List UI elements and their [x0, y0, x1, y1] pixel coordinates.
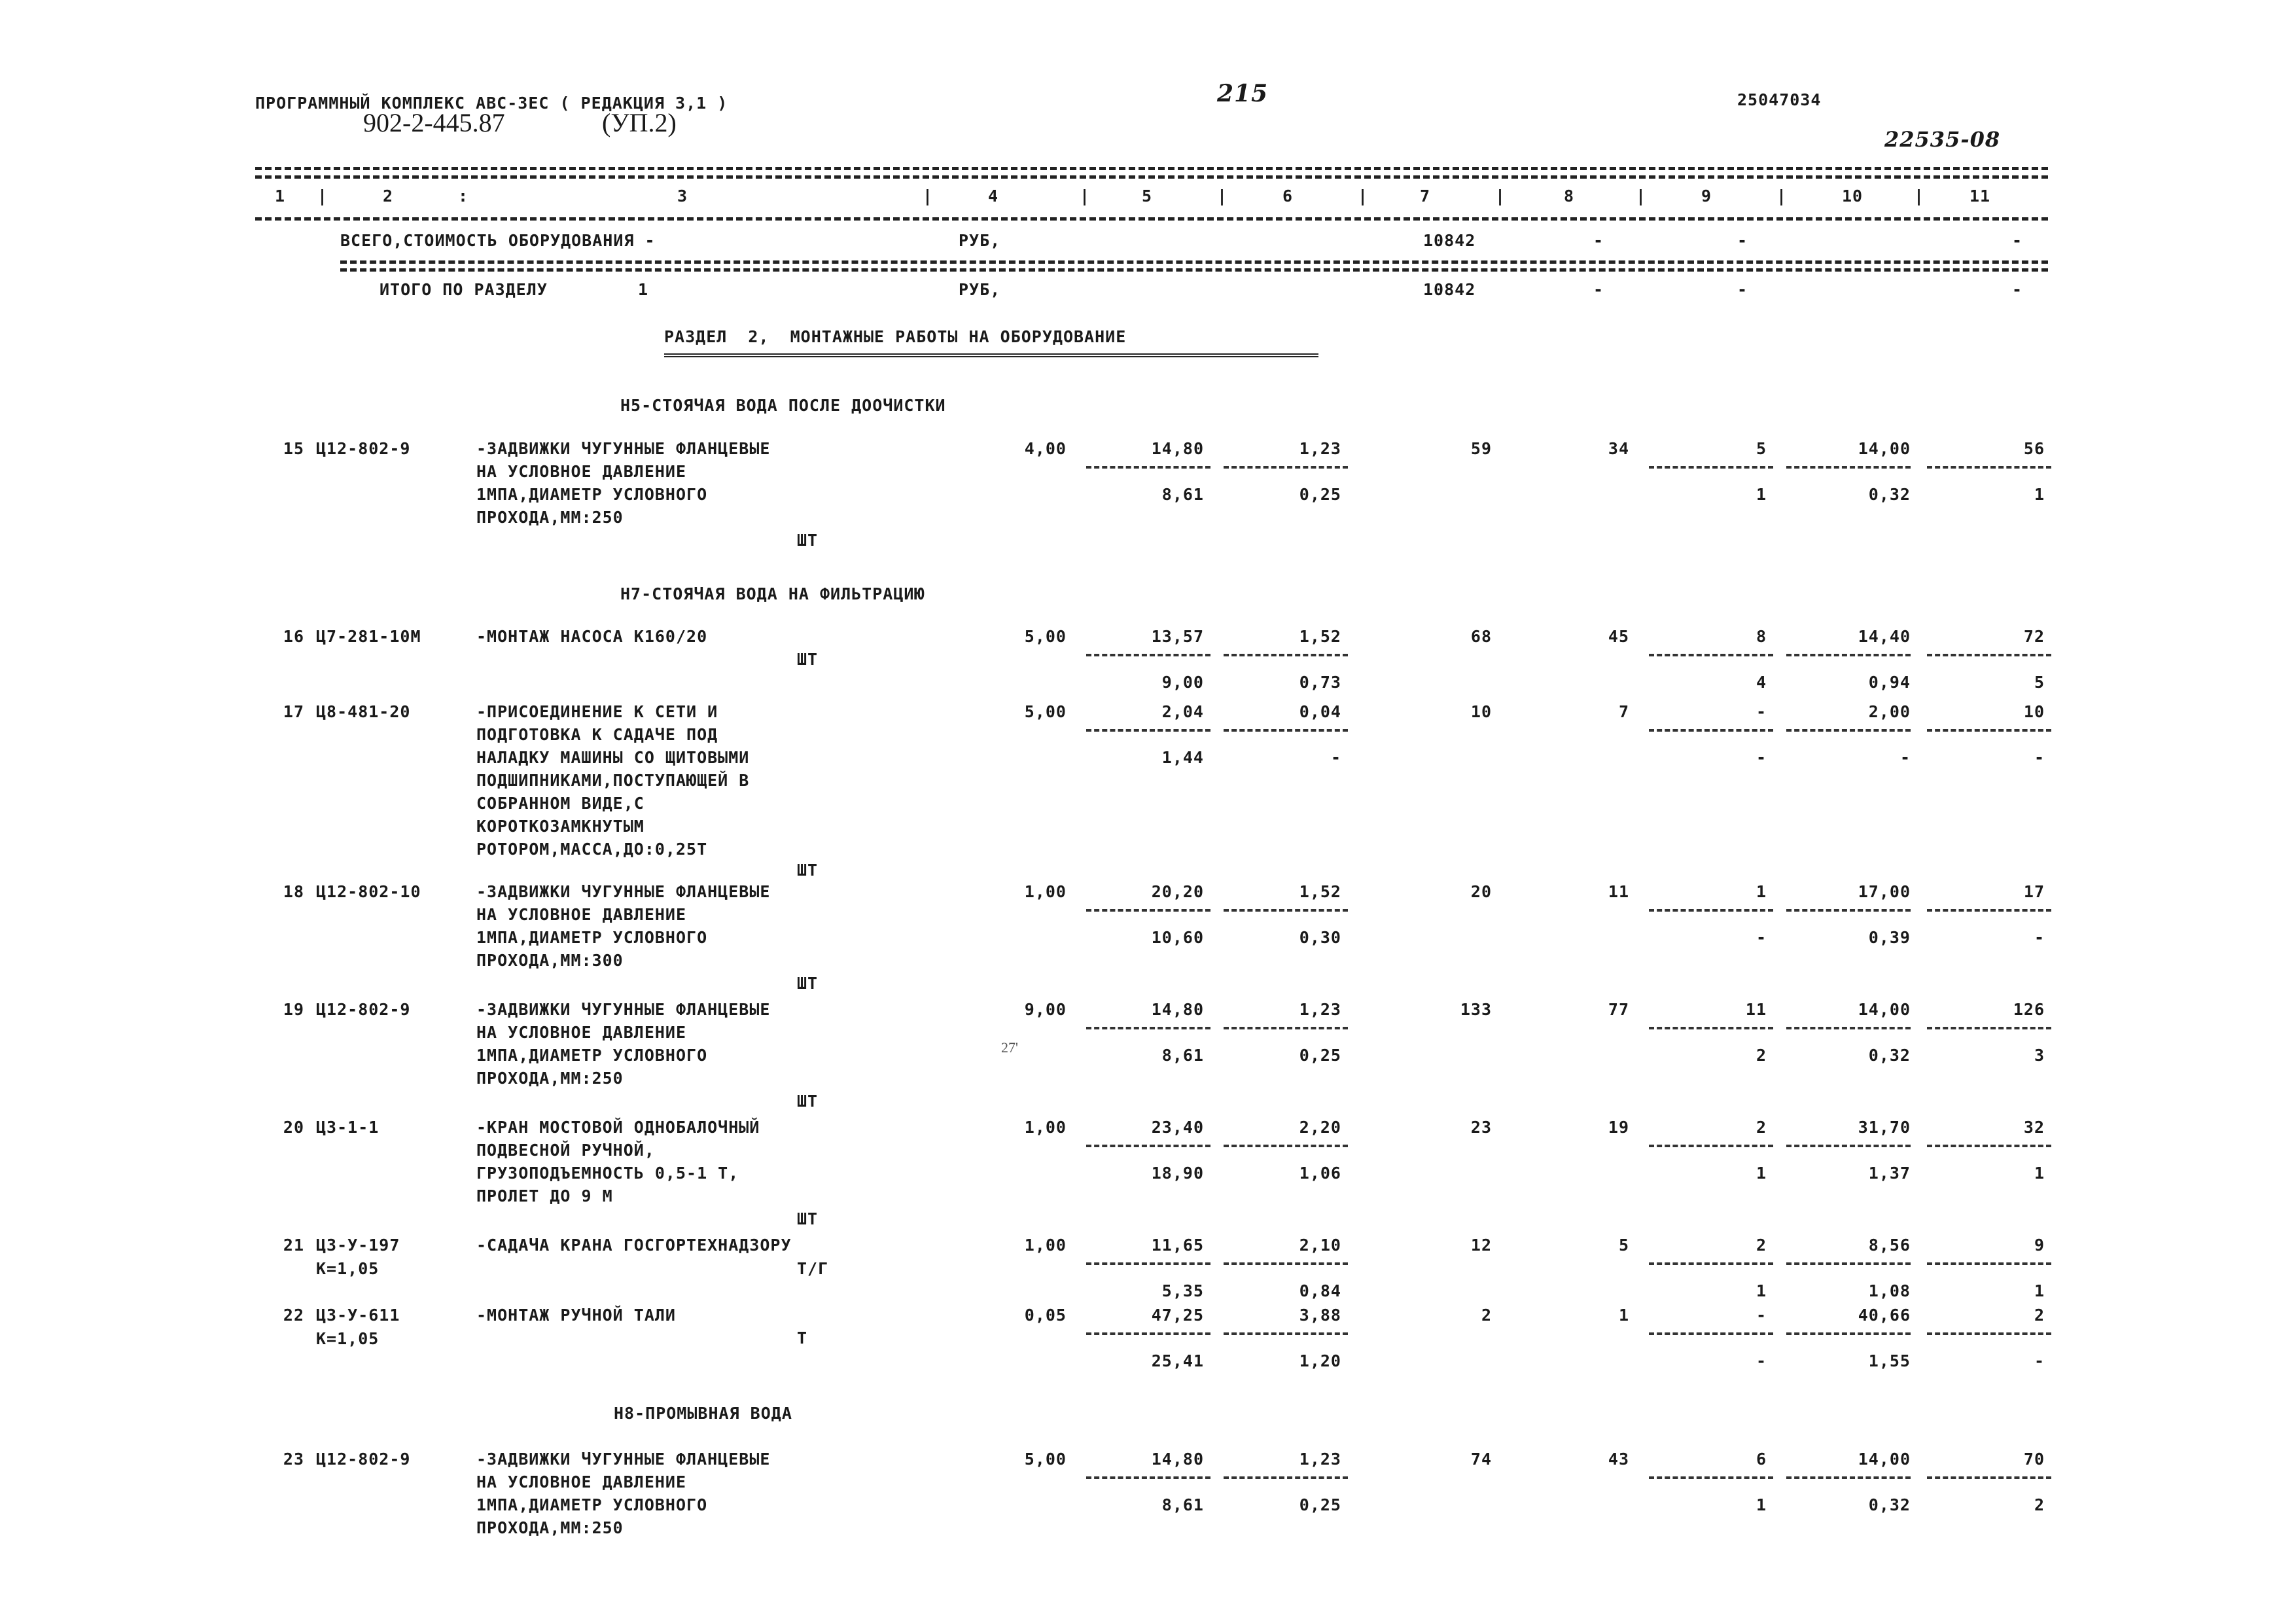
machine-wage: 1,06	[1299, 1164, 1341, 1183]
labor-per-unit: 14,00	[1858, 1000, 1911, 1019]
machinist-labor-total: 5	[2034, 673, 2045, 692]
labor-total: 126	[2013, 1000, 2045, 1019]
total-wage: 11	[1608, 882, 1629, 901]
total-cost: 74	[1470, 1450, 1492, 1469]
col-num: 4	[988, 187, 999, 205]
description-line: -МОНТАЖ РУЧНОЙ ТАЛИ	[476, 1306, 676, 1325]
machine-total: 6	[1756, 1450, 1767, 1469]
row-number: 15	[283, 439, 304, 458]
total-c9: -	[1737, 231, 1748, 250]
total-cost: 2	[1481, 1306, 1492, 1325]
total-cost: 133	[1460, 1000, 1492, 1019]
machine-wage: 0,73	[1299, 673, 1341, 692]
machinist-labor-per-unit: 1,37	[1868, 1164, 1911, 1183]
unit-cost: 14,80	[1151, 1000, 1204, 1019]
total-wage: 19	[1608, 1118, 1629, 1137]
value-divider	[1786, 729, 1911, 732]
machine-total: 1	[1756, 882, 1767, 901]
machinist-labor-total: -	[2034, 928, 2045, 947]
col-num: 3	[677, 187, 688, 205]
machine-total-wage: 1	[1756, 1281, 1767, 1300]
labor-total: 10	[2023, 702, 2045, 721]
quantity: 5,00	[1024, 1450, 1067, 1469]
work-description	[476, 880, 770, 972]
description-line: ПОДГОТОВКА К САДАЧЕ ПОД	[476, 725, 718, 744]
total-c8: -	[1593, 231, 1604, 250]
unit-cost: 47,25	[1151, 1306, 1204, 1325]
unit-cost: 14,80	[1151, 439, 1204, 458]
rate-code: Ц12-802-9	[316, 1000, 411, 1019]
table-top-rule-2	[255, 175, 2048, 179]
value-divider	[1649, 729, 1773, 732]
totals-rule-2	[340, 268, 2048, 272]
value-divider	[1649, 1262, 1773, 1265]
value-divider	[1786, 1262, 1911, 1265]
value-divider	[1086, 654, 1210, 656]
description-line: -САДАЧА КРАНА ГОСГОРТЕХНАДЗОРУ	[476, 1236, 792, 1255]
value-divider	[1086, 466, 1210, 469]
rate-code: Ц8-481-20	[316, 702, 411, 721]
quantity: 1,00	[1024, 1236, 1067, 1255]
measure-unit: ШТ	[797, 1209, 819, 1228]
total-cost: 12	[1470, 1236, 1492, 1255]
unit-wage: 9,00	[1161, 673, 1204, 692]
col-sep: |	[1217, 187, 1228, 205]
labor-total: 9	[2034, 1236, 2045, 1255]
description-line: -ПРИСОЕДИНЕНИЕ К СЕТИ И	[476, 702, 718, 721]
value-divider	[1786, 1145, 1911, 1147]
machine-total: 2	[1756, 1236, 1767, 1255]
rate-coefficient: К=1,05	[316, 1329, 380, 1348]
value-divider	[1649, 1027, 1773, 1029]
value-divider	[1786, 654, 1911, 656]
quantity: 1,00	[1024, 882, 1067, 901]
value-divider	[1927, 1027, 2051, 1029]
description-line: -ЗАДВИЖКИ ЧУГУННЫЕ ФЛАНЦЕВЫЕ	[476, 1000, 771, 1019]
total-wage: 34	[1608, 439, 1629, 458]
machine-wage: -	[1330, 748, 1341, 767]
col-num: 2	[383, 187, 394, 205]
value-divider	[1927, 654, 2051, 656]
col-sep: :	[458, 187, 469, 205]
machinist-labor-total: 2	[2034, 1495, 2045, 1514]
labor-total: 56	[2023, 439, 2045, 458]
margin-note: 27'	[1001, 1039, 1018, 1056]
total-cost: 20	[1470, 882, 1492, 901]
total-c11: -	[2012, 231, 2023, 250]
col-num: 1	[275, 187, 286, 205]
work-description	[476, 700, 749, 861]
total-wage: 1	[1618, 1306, 1629, 1325]
machine-total-wage: -	[1756, 748, 1767, 767]
description-line: ГРУЗОПОДЪЕМНОСТЬ 0,5-1 Т,	[476, 1164, 739, 1183]
total-cost: 68	[1470, 627, 1492, 646]
machine-wage: 1,20	[1299, 1351, 1341, 1370]
value-divider	[1786, 909, 1911, 912]
machinist-labor-total: 3	[2034, 1046, 2045, 1065]
machine-total: -	[1756, 1306, 1767, 1325]
row-number: 20	[283, 1118, 304, 1137]
value-divider	[1649, 466, 1773, 469]
labor-total: 32	[2023, 1118, 2045, 1137]
total-wage: 43	[1608, 1450, 1629, 1469]
machinist-labor-total: -	[2034, 748, 2045, 767]
value-divider	[1086, 1145, 1210, 1147]
machine-cost: 1,23	[1299, 1450, 1341, 1469]
machinist-labor-per-unit: 0,32	[1868, 485, 1911, 504]
unit-cost: 2,04	[1161, 702, 1204, 721]
measure-unit: ШТ	[797, 1092, 819, 1111]
section-total-c8: -	[1593, 280, 1604, 299]
description-line: ПРОХОДА,ММ:250	[476, 1069, 624, 1088]
measure-unit: ШТ	[797, 974, 819, 993]
value-divider	[1927, 1145, 2051, 1147]
work-description	[476, 625, 707, 648]
unit-wage: 8,61	[1161, 1046, 1204, 1065]
machine-total-wage: 1	[1756, 1495, 1767, 1514]
measure-unit: Т	[797, 1329, 808, 1347]
value-divider	[1086, 729, 1210, 732]
description-line: -МОНТАЖ НАСОСА К160/20	[476, 627, 708, 646]
row-number: 19	[283, 1000, 304, 1019]
col-sep: |	[923, 187, 934, 205]
machine-total-wage: 2	[1756, 1046, 1767, 1065]
rate-code: Ц12-802-10	[316, 882, 421, 901]
col-sep: |	[1914, 187, 1925, 205]
total-wage: 7	[1618, 702, 1629, 721]
description-line: НА УСЛОВНОЕ ДАВЛЕНИЕ	[476, 1023, 687, 1042]
machine-wage: 0,84	[1299, 1281, 1341, 1300]
value-divider	[1786, 1476, 1911, 1479]
col-num: 5	[1142, 187, 1153, 205]
description-line: ПРОХОДА,ММ:300	[476, 951, 624, 970]
rate-coefficient: К=1,05	[316, 1259, 380, 1278]
machine-cost: 0,04	[1299, 702, 1341, 721]
col-sep: |	[317, 187, 328, 205]
quantity: 4,00	[1024, 439, 1067, 458]
description-line: 1МПА,ДИАМЕТР УСЛОВНОГО	[476, 1046, 708, 1065]
description-line: НАЛАДКУ МАШИНЫ СО ЩИТОВЫМИ	[476, 748, 750, 767]
page-number: 215	[1217, 80, 1269, 107]
unit-wage: 10,60	[1151, 928, 1204, 947]
machine-wage: 0,25	[1299, 485, 1341, 504]
rate-code: Ц3-У-197	[316, 1236, 400, 1255]
description-line: -ЗАДВИЖКИ ЧУГУННЫЕ ФЛАНЦЕВЫЕ	[476, 439, 771, 458]
total-cost: 10	[1470, 702, 1492, 721]
description-line: НА УСЛОВНОЕ ДАВЛЕНИЕ	[476, 462, 687, 481]
labor-total: 72	[2023, 627, 2045, 646]
section-total-value: 10842	[1423, 280, 1476, 299]
unit-wage: 25,41	[1151, 1351, 1204, 1370]
value-divider	[1927, 909, 2051, 912]
unit-wage: 5,35	[1161, 1281, 1204, 1300]
machine-total: 8	[1756, 627, 1767, 646]
machinist-labor-total: 1	[2034, 485, 2045, 504]
machinist-labor-per-unit: 0,32	[1868, 1495, 1911, 1514]
measure-unit: ШТ	[797, 650, 819, 669]
value-divider	[1224, 729, 1348, 732]
machine-total-wage: 1	[1756, 1164, 1767, 1183]
work-description	[476, 1116, 760, 1207]
row-number: 18	[283, 882, 304, 901]
labor-total: 70	[2023, 1450, 2045, 1469]
section-total-unit: РУБ,	[959, 280, 1001, 299]
quantity: 5,00	[1024, 627, 1067, 646]
machine-total: 5	[1756, 439, 1767, 458]
group-heading: Н7-СТОЯЧАЯ ВОДА НА ФИЛЬТРАЦИЮ	[620, 584, 925, 603]
description-line: 1МПА,ДИАМЕТР УСЛОВНОГО	[476, 1495, 708, 1514]
machinist-labor-per-unit: 0,32	[1868, 1046, 1911, 1065]
value-divider	[1224, 654, 1348, 656]
value-divider	[1086, 909, 1210, 912]
machine-cost: 1,23	[1299, 1000, 1341, 1019]
machine-cost: 2,20	[1299, 1118, 1341, 1137]
work-description	[476, 1304, 676, 1327]
unit-wage: 8,61	[1161, 1495, 1204, 1514]
total-label: ВСЕГО,СТОИМОСТЬ ОБОРУДОВАНИЯ -	[340, 231, 656, 250]
description-line: РОТОРОМ,МАССА,ДО:0,25Т	[476, 840, 708, 859]
description-line: НА УСЛОВНОЕ ДАВЛЕНИЕ	[476, 905, 687, 924]
quantity: 0,05	[1024, 1306, 1067, 1325]
col-sep: |	[1080, 187, 1091, 205]
value-divider	[1649, 909, 1773, 912]
machinist-labor-per-unit: -	[1899, 748, 1911, 767]
value-divider	[1224, 1027, 1348, 1029]
row-number: 16	[283, 627, 304, 646]
album-code: (УП.2)	[602, 108, 677, 137]
machinist-labor-per-unit: 0,39	[1868, 928, 1911, 947]
machine-total: -	[1756, 702, 1767, 721]
col-num: 9	[1701, 187, 1712, 205]
machinist-labor-per-unit: 1,08	[1868, 1281, 1911, 1300]
machinist-labor-per-unit: 0,94	[1868, 673, 1911, 692]
unit-cost: 20,20	[1151, 882, 1204, 901]
description-line: ПРОЛЕТ ДО 9 М	[476, 1186, 613, 1205]
machine-wage: 0,25	[1299, 1495, 1341, 1514]
description-line: 1МПА,ДИАМЕТР УСЛОВНОГО	[476, 485, 708, 504]
labor-per-unit: 8,56	[1868, 1236, 1911, 1255]
col-num: 11	[1969, 187, 1991, 205]
col-num: 10	[1842, 187, 1863, 205]
unit-wage: 1,44	[1161, 748, 1204, 767]
labor-per-unit: 14,00	[1858, 439, 1911, 458]
value-divider	[1224, 1145, 1348, 1147]
value-divider	[1224, 466, 1348, 469]
machine-cost: 1,52	[1299, 882, 1341, 901]
total-cost: 23	[1470, 1118, 1492, 1137]
total-cost: 59	[1470, 439, 1492, 458]
machine-total-wage: 1	[1756, 485, 1767, 504]
measure-unit: ШТ	[797, 861, 819, 880]
work-description	[476, 1448, 770, 1539]
value-divider	[1927, 1332, 2051, 1335]
value-divider	[1649, 654, 1773, 656]
row-number: 22	[283, 1306, 304, 1325]
machinist-labor-per-unit: 1,55	[1868, 1351, 1911, 1370]
value-divider	[1224, 1262, 1348, 1265]
work-description	[476, 998, 770, 1090]
col-sep: |	[1495, 187, 1506, 205]
value-divider	[1086, 1262, 1210, 1265]
labor-per-unit: 14,00	[1858, 1450, 1911, 1469]
totals-rule	[340, 260, 2048, 264]
description-line: -ЗАДВИЖКИ ЧУГУННЫЕ ФЛАНЦЕВЫЕ	[476, 882, 771, 901]
section-title: РАЗДЕЛ 2, МОНТАЖНЫЕ РАБОТЫ НА ОБОРУДОВАНИЕ	[664, 327, 1127, 346]
description-line: ПРОХОДА,ММ:250	[476, 508, 624, 527]
handwritten-stamp: 22535-08	[1884, 127, 2001, 152]
description-line: СОБРАННОМ ВИДЕ,С	[476, 794, 645, 813]
row-number: 21	[283, 1236, 304, 1255]
description-line: -КРАН МОСТОВОЙ ОДНОБАЛОЧНЫЙ	[476, 1118, 760, 1137]
machinist-labor-total: 1	[2034, 1164, 2045, 1183]
value-divider	[1786, 1332, 1911, 1335]
value-divider	[1224, 909, 1348, 912]
labor-per-unit: 2,00	[1868, 702, 1911, 721]
value-divider	[1224, 1476, 1348, 1479]
quantity: 1,00	[1024, 1118, 1067, 1137]
description-line: 1МПА,ДИАМЕТР УСЛОВНОГО	[476, 928, 708, 947]
total-unit: РУБ,	[959, 231, 1001, 250]
table-header-rule	[255, 217, 2048, 221]
labor-per-unit: 40,66	[1858, 1306, 1911, 1325]
total-wage: 5	[1618, 1236, 1629, 1255]
machine-wage: 0,25	[1299, 1046, 1341, 1065]
col-num: 7	[1420, 187, 1431, 205]
group-heading: Н8-ПРОМЫВНАЯ ВОДА	[614, 1404, 792, 1423]
labor-total: 2	[2034, 1306, 2045, 1325]
machine-total-wage: -	[1756, 928, 1767, 947]
rate-code: Ц3-1-1	[316, 1118, 380, 1137]
value-divider	[1927, 1476, 2051, 1479]
machine-cost: 1,23	[1299, 439, 1341, 458]
description-line: ПОДШИПНИКАМИ,ПОСТУПАЮЩЕЙ В	[476, 771, 750, 790]
quantity: 9,00	[1024, 1000, 1067, 1019]
machine-total-wage: 4	[1756, 673, 1767, 692]
value-divider	[1086, 1332, 1210, 1335]
work-description	[476, 437, 770, 529]
section-title-underline	[664, 353, 1318, 357]
unit-cost: 13,57	[1151, 627, 1204, 646]
value-divider	[1649, 1476, 1773, 1479]
quantity: 5,00	[1024, 702, 1067, 721]
rate-code: Ц3-У-611	[316, 1306, 400, 1325]
unit-cost: 14,80	[1151, 1450, 1204, 1469]
group-heading: Н5-СТОЯЧАЯ ВОДА ПОСЛЕ ДООЧИСТКИ	[620, 396, 946, 415]
value-divider	[1649, 1332, 1773, 1335]
total-value: 10842	[1423, 231, 1476, 250]
rate-code: Ц12-802-9	[316, 439, 411, 458]
value-divider	[1927, 729, 2051, 732]
row-number: 23	[283, 1450, 304, 1469]
machinist-labor-total: -	[2034, 1351, 2045, 1370]
section-total-c9: -	[1737, 280, 1748, 299]
section-total-c11: -	[2012, 280, 2023, 299]
value-divider	[1649, 1145, 1773, 1147]
unit-cost: 23,40	[1151, 1118, 1204, 1137]
description-line: КОРОТКОЗАМКНУТЫМ	[476, 817, 645, 836]
machine-total-wage: -	[1756, 1351, 1767, 1370]
value-divider	[1927, 1262, 2051, 1265]
col-num: 8	[1564, 187, 1575, 205]
measure-unit: ШТ	[797, 531, 819, 550]
project-code: 902-2-445.87	[363, 108, 505, 137]
labor-per-unit: 14,40	[1858, 627, 1911, 646]
col-sep: |	[1776, 187, 1788, 205]
machinist-labor-total: 1	[2034, 1281, 2045, 1300]
work-description	[476, 1234, 792, 1257]
value-divider	[1786, 1027, 1911, 1029]
rate-code: Ц12-802-9	[316, 1450, 411, 1469]
labor-total: 17	[2023, 882, 2045, 901]
unit-wage: 8,61	[1161, 485, 1204, 504]
machine-wage: 0,30	[1299, 928, 1341, 947]
document-id: 25047034	[1737, 90, 1822, 109]
table-top-rule	[255, 167, 2048, 170]
total-wage: 77	[1608, 1000, 1629, 1019]
description-line: НА УСЛОВНОЕ ДАВЛЕНИЕ	[476, 1472, 687, 1491]
measure-unit: Т/Г	[797, 1259, 829, 1278]
total-wage: 45	[1608, 627, 1629, 646]
machine-cost: 2,10	[1299, 1236, 1341, 1255]
value-divider	[1086, 1476, 1210, 1479]
program-header: ПРОГРАММНЫЙ КОМПЛЕКС АВС-ЗЕС ( РЕДАКЦИЯ 3,1 )	[255, 94, 728, 113]
description-line: ПРОХОДА,ММ:250	[476, 1518, 624, 1537]
col-num: 6	[1282, 187, 1294, 205]
value-divider	[1086, 1027, 1210, 1029]
description-line: -ЗАДВИЖКИ ЧУГУННЫЕ ФЛАНЦЕВЫЕ	[476, 1450, 771, 1469]
value-divider	[1224, 1332, 1348, 1335]
value-divider	[1927, 466, 2051, 469]
machine-total: 2	[1756, 1118, 1767, 1137]
col-sep: |	[1636, 187, 1647, 205]
section-total-number: 1	[638, 280, 649, 299]
section-total-label: ИТОГО ПО РАЗДЕЛУ	[380, 280, 548, 299]
unit-cost: 11,65	[1151, 1236, 1204, 1255]
rate-code: Ц7-281-10М	[316, 627, 421, 646]
description-line: ПОДВЕСНОЙ РУЧНОЙ,	[476, 1141, 655, 1160]
row-number: 17	[283, 702, 304, 721]
labor-per-unit: 31,70	[1858, 1118, 1911, 1137]
value-divider	[1786, 466, 1911, 469]
machine-cost: 3,88	[1299, 1306, 1341, 1325]
labor-per-unit: 17,00	[1858, 882, 1911, 901]
unit-wage: 18,90	[1151, 1164, 1204, 1183]
machine-total: 11	[1745, 1000, 1767, 1019]
col-sep: |	[1358, 187, 1369, 205]
machine-cost: 1,52	[1299, 627, 1341, 646]
